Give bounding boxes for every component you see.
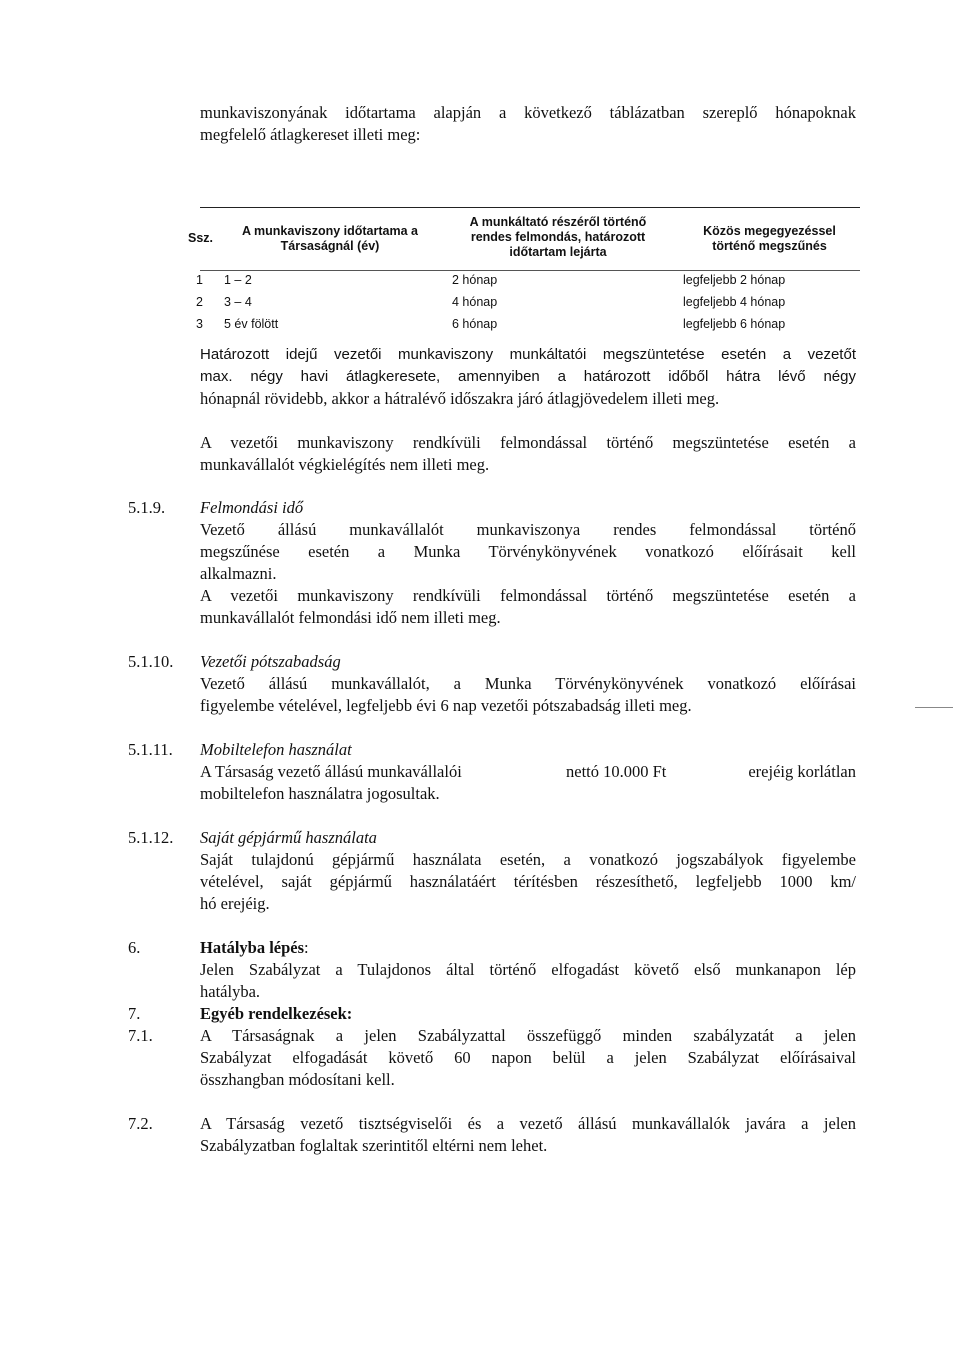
- table-header-rule: [200, 270, 860, 271]
- row-2-ssz: 2: [196, 295, 203, 309]
- row-3-employer: 6 hónap: [452, 317, 498, 331]
- section-5112-line-2: vételével, saját gépjármű használatáért térítésben részesíthető, legfeljebb 1000 km/: [200, 872, 856, 891]
- intro-line-1: munkaviszonyának időtartama alapján a következő táblázatban szereplő hónapoknak: [200, 103, 856, 122]
- section-5110-title: Vezetői pótszabadság: [200, 652, 341, 671]
- row-2-duration: 3 – 4: [224, 295, 252, 309]
- header-mutual: [682, 224, 857, 254]
- row-1-ssz: 1: [196, 273, 203, 287]
- section-6-heading: [200, 938, 309, 958]
- row-1-duration: 1 – 2: [224, 273, 252, 287]
- section-72-line-1: A Társaság vezető tisztségviselői és a vezető állású munkavállalók javára a jelen: [200, 1114, 856, 1133]
- header-duration: [220, 224, 440, 254]
- section-71-line-3: összhangban módosítani kell.: [200, 1070, 395, 1089]
- section-6-title: Hatályba lépés: [200, 938, 305, 957]
- section-5110-line-1: Vezető állású munkavállalót, a Munka Törvénykönyvének vonatkozó előírásai: [200, 674, 856, 693]
- section-5111-line-1c: erejéig korlátlan: [748, 762, 856, 781]
- section-519-line-2: megszűnése esetén a Munka Törvénykönyvének vonatkozó előírásait kell: [200, 542, 856, 561]
- section-519-line-3: alkalmazni.: [200, 564, 277, 583]
- section-7-title: Egyéb rendelkezések:: [200, 1004, 353, 1023]
- header-ssz: Ssz.: [188, 231, 214, 245]
- section-519-line-1: Vezető állású munkavállalót munkaviszonya rendes felmondással történő: [200, 520, 856, 539]
- table-top-rule: [200, 207, 860, 208]
- section-71-line-1: A Társaságnak a jelen Szabályzattal összefüggő minden szabályzatát a jelen: [200, 1026, 856, 1045]
- section-519-number: 5.1.9.: [128, 498, 166, 517]
- header-employer-line-2: rendes felmondás, határozott: [470, 230, 646, 244]
- section-5111-number: 5.1.11.: [128, 740, 173, 759]
- section-5111-title: Mobiltelefon használat: [200, 740, 352, 759]
- row-2-mutual: legfeljebb 4 hónap: [683, 295, 786, 309]
- header-mutual-line-1: Közös megegyezéssel: [703, 224, 836, 238]
- header-employer-line-1: A munkáltató részéről történő: [469, 215, 647, 229]
- row-3-ssz: 3: [196, 317, 203, 331]
- section-5111-line-1a: A Társaság vezető állású munkavállalói: [200, 762, 462, 781]
- fixed-term-line-1: Határozott idejű vezetői munkaviszony munkáltatói megszüntetése esetén a vezetőt: [200, 346, 856, 363]
- row-2-employer: 4 hónap: [452, 295, 498, 309]
- intro-line-2: megfelelő átlagkereset illeti meg:: [200, 125, 421, 144]
- header-duration-line-2: Társaságnál (év): [280, 239, 380, 253]
- extra-line-2: munkavállalót végkielégítés nem illeti meg.: [200, 455, 490, 474]
- extra-line-1: A vezetői munkaviszony rendkívüli felmondással történő megszüntetése esetén a: [200, 433, 856, 452]
- row-1-mutual: legfeljebb 2 hónap: [683, 273, 786, 287]
- section-71-number: 7.1.: [128, 1026, 153, 1045]
- section-6-line-1: Jelen Szabályzat a Tulajdonos által történő elfogadást követő első munkanapon lép: [200, 960, 856, 979]
- section-5112-number: 5.1.12.: [128, 828, 174, 847]
- section-5110-line-2: figyelembe vételével, legfeljebb évi 6 nap vezetői pótszabadság illeti meg.: [200, 696, 692, 715]
- section-519-title: Felmondási idő: [200, 498, 304, 517]
- margin-mark: [915, 707, 953, 708]
- header-employer: [458, 215, 658, 260]
- section-519-line-5: munkavállalót felmondási idő nem illeti meg.: [200, 608, 501, 627]
- section-5112-line-3: hó erejéig.: [200, 894, 270, 913]
- section-5111-line-2: mobiltelefon használatra jogosultak.: [200, 784, 440, 803]
- section-5112-line-1: Saját tulajdonú gépjármű használata esetén, a vonatkozó jogszabályok figyelembe: [200, 850, 856, 869]
- section-72-line-2: Szabályzatban foglaltak szerintitől eltérni nem lehet.: [200, 1136, 548, 1155]
- section-7-number: 7.: [128, 1004, 141, 1023]
- row-3-mutual: legfeljebb 6 hónap: [683, 317, 786, 331]
- section-6-line-2: hatályba.: [200, 982, 261, 1001]
- section-6-number: 6.: [128, 938, 141, 957]
- section-5112-title: Saját gépjármű használata: [200, 828, 377, 847]
- fixed-term-line-3: hónapnál rövidebb, akkor a hátralévő időszakra járó átlagjövedelem illeti meg.: [200, 389, 720, 408]
- row-3-duration: 5 év fölött: [224, 317, 279, 331]
- section-71-line-2: Szabályzat elfogadását követő 60 napon belül a jelen Szabályzat előírásaival: [200, 1048, 856, 1067]
- header-employer-line-3: időtartam lejárta: [509, 245, 607, 259]
- header-mutual-line-2: történő megszűnés: [712, 239, 827, 253]
- row-1-employer: 2 hónap: [452, 273, 498, 287]
- section-5111-line-1b: nettó 10.000 Ft: [566, 762, 667, 781]
- header-duration-line-1: A munkaviszony időtartama a: [242, 224, 418, 238]
- section-72-number: 7.2.: [128, 1114, 153, 1133]
- section-519-line-4: A vezetői munkaviszony rendkívüli felmondással történő megszüntetése esetén a: [200, 586, 856, 605]
- fixed-term-line-2: max. négy havi átlagkeresete, amennyiben a határozott időből hátra lévő négy: [200, 368, 856, 385]
- section-6-colon: :: [304, 938, 309, 957]
- section-5110-number: 5.1.10.: [128, 652, 174, 671]
